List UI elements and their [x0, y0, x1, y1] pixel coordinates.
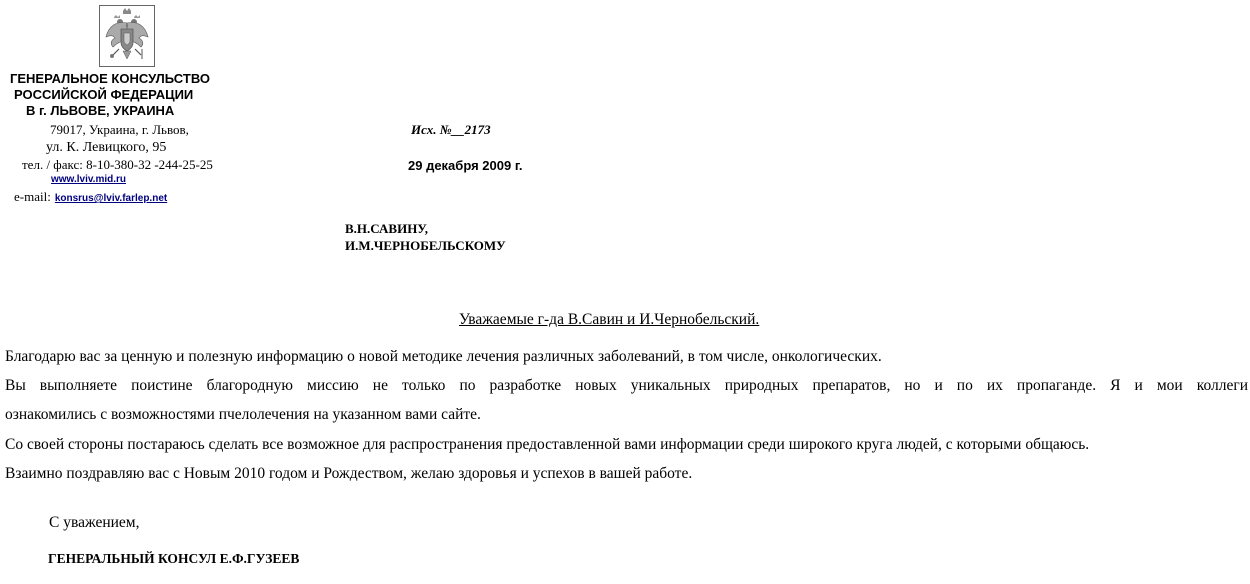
org-name-line-1: ГЕНЕРАЛЬНОЕ КОНСУЛЬСТВО — [10, 71, 210, 86]
website-link[interactable]: www.lviv.mid.ru — [51, 174, 127, 185]
outgoing-number: Исх. №__2173 — [411, 122, 491, 137]
org-name-line-3: В г. ЛЬВОВЕ, УКРАИНА — [26, 103, 175, 118]
paragraph-2-line-2: ознакомились с возможностями пчелолечения на указанном вами сайте. — [5, 406, 481, 423]
org-name-line-2: РОССИЙСКОЙ ФЕДЕРАЦИИ — [14, 87, 194, 102]
salutation: Уважаемые г-да В.Савин и И.Чернобельский. — [459, 311, 760, 328]
paragraph-3: Со своей стороны постараюсь сделать все возможное для распространения предоставленной вами информации среди широкого круга людей, с которыми общаюсь. — [5, 436, 1090, 453]
address-line-2: ул. К. Левицкого, 95 — [46, 140, 167, 155]
recipient-line-1: В.Н.САВИНУ, — [345, 221, 428, 236]
coat-of-arms-icon — [99, 5, 155, 67]
recipient-line-2: И.М.ЧЕРНОБЕЛЬСКОМУ — [345, 238, 506, 253]
phone-fax: тел. / факс: 8-10-380-32 -244-25-25 — [22, 157, 213, 172]
paragraph-1: Благодарю вас за ценную и полезную информацию о новой методике лечения различных заболеваний, в том числе, онкологических. — [5, 348, 882, 365]
closing: С уважением, — [49, 514, 140, 531]
email-label: e-mail: — [14, 189, 51, 204]
email-link[interactable]: konsrus@lviv.farlep.net — [54, 193, 168, 204]
paragraph-4: Взаимно поздравляю вас с Новым 2010 годом и Рождеством, желаю здоровья и успехов в вашей работе. — [5, 465, 693, 482]
signature: ГЕНЕРАЛЬНЫЙ КОНСУЛ Е.Ф.ГУЗЕЕВ — [48, 551, 300, 566]
paragraph-2-line-1: Вы выполняете поистине благородную миссию не только по разработке новых уникальных природных препаратов, но и по их пропаганде. Я и мои коллеги — [5, 377, 1248, 394]
address-line-1: 79017, Украина, г. Львов, — [50, 122, 189, 137]
letter-date: 29 декабря 2009 г. — [408, 158, 523, 173]
email-row — [14, 188, 167, 206]
